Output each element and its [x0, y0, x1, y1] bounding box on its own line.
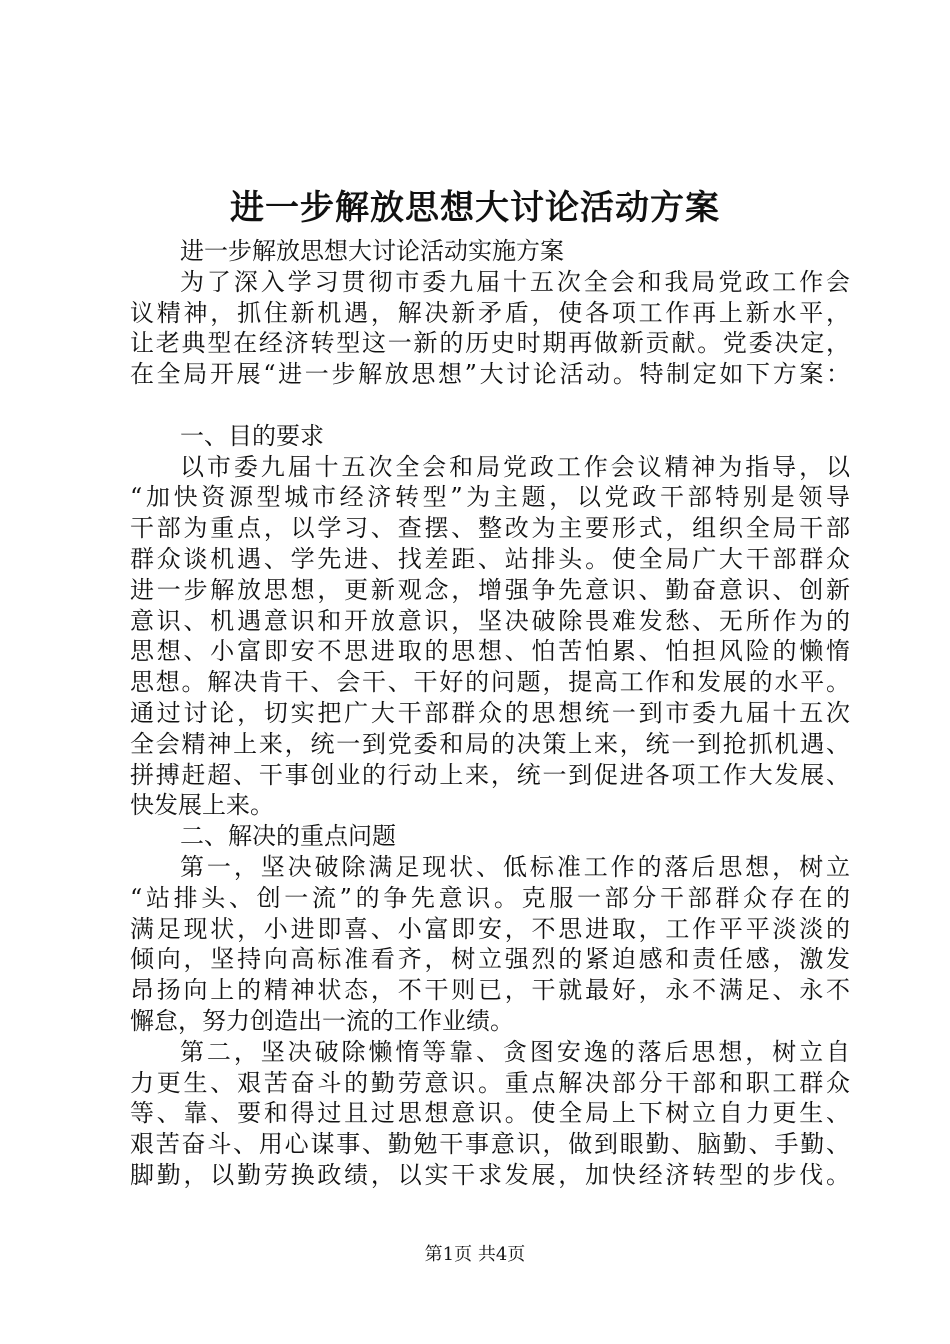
body-line: 让老典型在经济转型这一新的历史时期再做新贡献。党委决定，: [130, 329, 850, 358]
body-line: 为了深入学习贯彻市委九届十五次全会和我局党政工作会: [180, 267, 850, 296]
body-line: 二、解决的重点问题: [180, 822, 396, 851]
body-line: 快发展上来。: [130, 791, 274, 820]
body-line: 思想、小富即安不思进取的思想、怕苦怕累、怕担风险的懒惰: [130, 637, 850, 666]
body-line: 通过讨论，切实把广大干部群众的思想统一到市委九届十五次: [130, 698, 850, 727]
body-line: “站排头、创一流”的争先意识。克服一部分干部群众存在的: [130, 883, 850, 912]
body-line: 群众谈机遇、学先进、找差距、站排头。使全局广大干部群众: [130, 544, 850, 573]
document-body: [130, 236, 850, 1191]
body-line: 进一步解放思想，更新观念，增强争先意识、勤奋意识、创新: [130, 575, 850, 604]
body-line: 第一，坚决破除满足现状、低标准工作的落后思想，树立: [180, 852, 850, 881]
blank-line: [130, 390, 850, 421]
body-line: 以市委九届十五次全会和局党政工作会议精神为指导，以: [180, 452, 850, 481]
body-line: 拼搏赶超、干事创业的行动上来，统一到促进各项工作大发展、: [130, 760, 850, 789]
body-line: 进一步解放思想大讨论活动实施方案: [180, 237, 564, 265]
body-line: 意识、机遇意识和开放意识，坚决破除畏难发愁、无所作为的: [130, 606, 850, 635]
body-line: 满足现状，小进即喜、小富即安，不思进取，工作平平淡淡的: [130, 914, 850, 943]
body-line: 议精神，抓住新机遇，解决新矛盾，使各项工作再上新水平，: [130, 298, 850, 327]
body-line: 等、靠、要和得过且过思想意识。使全局上下树立自力更生、: [130, 1099, 850, 1128]
body-line: 在全局开展“进一步解放思想”大讨论活动。特制定如下方案：: [130, 360, 850, 389]
body-line: 力更生、艰苦奋斗的勤劳意识。重点解决部分干部和职工群众: [130, 1068, 850, 1097]
body-line: “加快资源型城市经济转型”为主题，以党政干部特别是领导: [130, 483, 850, 512]
body-line: 懈怠，努力创造出一流的工作业绩。: [130, 1006, 514, 1035]
body-line: 干部为重点，以学习、查摆、整改为主要形式，组织全局干部: [130, 514, 850, 543]
document-title: 进一步解放思想大讨论活动方案: [230, 188, 720, 228]
body-line: 脚勤，以勤劳换政绩，以实干求发展，加快经济转型的步伐。: [130, 1160, 850, 1189]
body-line: 倾向，坚持向高标准看齐，树立强烈的紧迫感和责任感，激发: [130, 945, 850, 974]
body-line: 全会精神上来，统一到党委和局的决策上来，统一到抢抓机遇、: [130, 729, 850, 758]
body-line: 艰苦奋斗、用心谋事、勤勉干事意识，做到眼勤、脑勤、手勤、: [130, 1130, 850, 1159]
page-footer: 第1页 共4页: [424, 1244, 526, 1265]
body-line: 昂扬向上的精神状态，不干则已，干就最好，永不满足、永不: [130, 976, 850, 1005]
body-line: 一、目的要求: [180, 421, 324, 450]
body-line: 第二，坚决破除懒惰等靠、贪图安逸的落后思想，树立自: [180, 1037, 850, 1066]
body-line: 思想。解决肯干、会干、干好的问题，提高工作和发展的水平。: [130, 668, 850, 697]
